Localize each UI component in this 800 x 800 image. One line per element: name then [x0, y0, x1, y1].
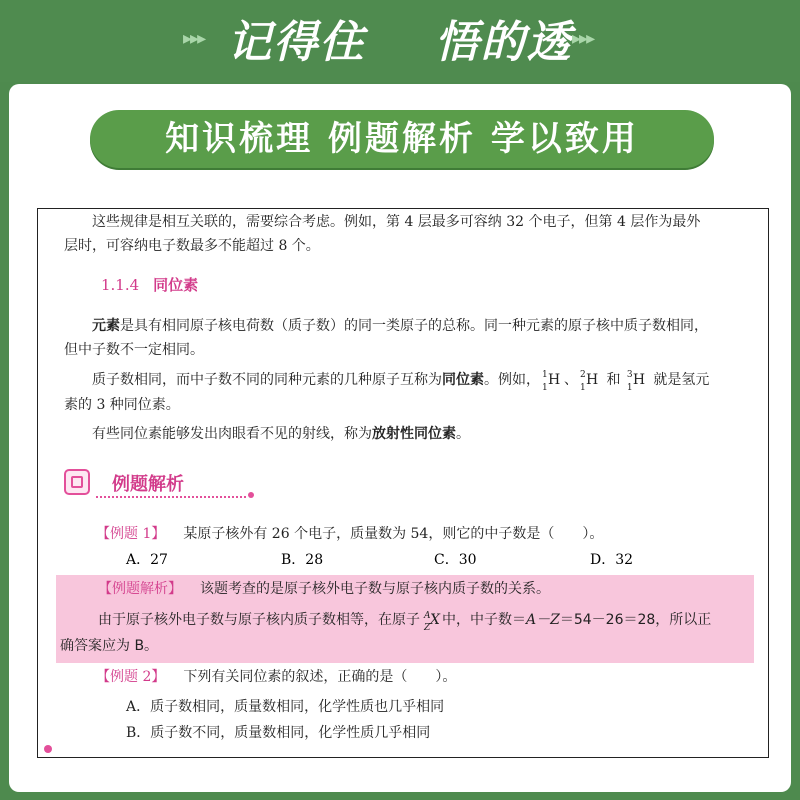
analysis-line-3: 确答案应为 B。 — [60, 638, 159, 654]
analysis-line-1 — [98, 578, 550, 600]
question-1-options — [126, 549, 726, 573]
example-underline — [96, 496, 246, 498]
analysis-text-3: 中，中子数＝ — [442, 612, 526, 628]
isotope-3-mass: 3 — [626, 370, 633, 380]
para3-start: 有些同位素能够发出肉眼看不见的射线，称为 — [92, 426, 372, 442]
isotope-2 — [578, 368, 602, 392]
para2-start: 质子数相同，而中子数不同的同种元素的几种原子互称为 — [92, 372, 442, 388]
isotope-3-number: 1 — [626, 383, 633, 393]
banner-text: 知识梳理 例题解析 学以致用 — [165, 119, 639, 159]
para1-text: 是具有相同原子核电荷数（质子数）的同一类原子的总称。同一种元素的原子核中质子数相同， — [120, 318, 708, 334]
chevron-right-icon: ▸▸▸ — [572, 28, 594, 49]
para2-end: 就是氢元 — [648, 372, 710, 388]
term-radioactive-isotope: 放射性同位素 — [372, 426, 456, 442]
header-title — [0, 6, 800, 70]
nuclide-symbol — [420, 609, 442, 631]
para2-line2: 素的 3 种同位素。 — [64, 397, 180, 413]
para3-line1 — [92, 422, 470, 446]
option-d: D．32 — [590, 552, 634, 568]
intro-line-1: 这些规律是相互关联的，需要综合考虑。例如，第 4 层最多可容纳 32 个电子，但第 4 层作为最外 — [92, 214, 701, 230]
option-b: B．28 — [281, 552, 324, 568]
analysis-text-2: 由于原子核外电子数与原子核内质子数相等，在原子 — [98, 612, 420, 628]
isotope-2-mass: 2 — [580, 370, 586, 380]
section-heading — [101, 274, 198, 295]
isotope-3 — [625, 368, 649, 392]
question-2-text: 下列有关同位素的叙述，正确的是（ ）。 — [183, 669, 457, 685]
section-number: 1.1.4 — [101, 276, 140, 294]
nuclide-mass: A — [424, 611, 431, 621]
question-1-text: 某原子核外有 26 个电子，质量数为 54，则它的中子数是（ ）。 — [183, 526, 604, 542]
term-element: 元素 — [92, 318, 120, 334]
para1-line2: 但中子数不一定相同。 — [64, 342, 204, 358]
banner-pill — [90, 110, 714, 168]
isotope-1 — [540, 368, 564, 392]
question-2-option-b: B．质子数不同，质量数相同，化学性质几乎相同 — [126, 725, 431, 741]
nuclide-letter: X — [430, 612, 440, 628]
question-1 — [96, 522, 603, 546]
header-title-part2: 悟的透 — [434, 17, 573, 68]
document-page — [37, 208, 769, 758]
isotope-1-number: 1 — [542, 383, 548, 393]
isotope-1-symbol: H — [548, 372, 561, 388]
formula: A－Z — [526, 612, 560, 628]
para2-mid: 。例如， — [484, 372, 540, 388]
isotope-3-symbol: H — [632, 372, 646, 388]
isotope-1-mass: 1 — [542, 370, 548, 380]
nuclide-number: Z — [424, 623, 431, 633]
example-section-title: 例题解析 — [112, 474, 184, 495]
section-title: 同位素 — [153, 276, 199, 294]
question-1-label: 【例题 1】 — [96, 526, 166, 542]
question-2-option-a: A．质子数相同，质量数相同，化学性质也几乎相同 — [126, 699, 445, 715]
analysis-box — [56, 575, 754, 663]
question-2 — [96, 665, 456, 689]
analysis-line-2 — [98, 609, 711, 631]
and-word: 和 — [606, 372, 621, 388]
isotope-2-symbol: H — [586, 372, 599, 388]
analysis-text-1: 该题考查的是原子核外电子数与原子核内质子数的关系。 — [200, 581, 550, 597]
isotope-2-number: 1 — [580, 383, 586, 393]
analysis-label: 【例题解析】 — [98, 581, 182, 597]
example-dot — [248, 492, 254, 498]
header-title-part1: 记得住 — [227, 17, 366, 68]
example-icon — [64, 469, 90, 495]
option-c: C．30 — [434, 552, 477, 568]
calculation: ＝54－26＝28，所以正 — [559, 612, 712, 628]
intro-line-2: 层时，可容纳电子数最多不能超过 8 个。 — [64, 238, 320, 254]
corner-marker — [44, 745, 52, 753]
chevron-left-icon: ▸▸▸ — [183, 28, 205, 49]
option-a: A．27 — [126, 552, 168, 568]
para2-line1: 质子数相同，而中子数不同的同种元素的几种原子互称为同位素。例如， 1 1 H 、 2 1 H 和 3 1 H 就是氢元 — [92, 368, 709, 392]
para1-line1 — [92, 314, 708, 338]
question-2-label: 【例题 2】 — [96, 669, 166, 685]
term-isotope: 同位素 — [442, 372, 484, 388]
para3-end: 。 — [456, 426, 470, 442]
